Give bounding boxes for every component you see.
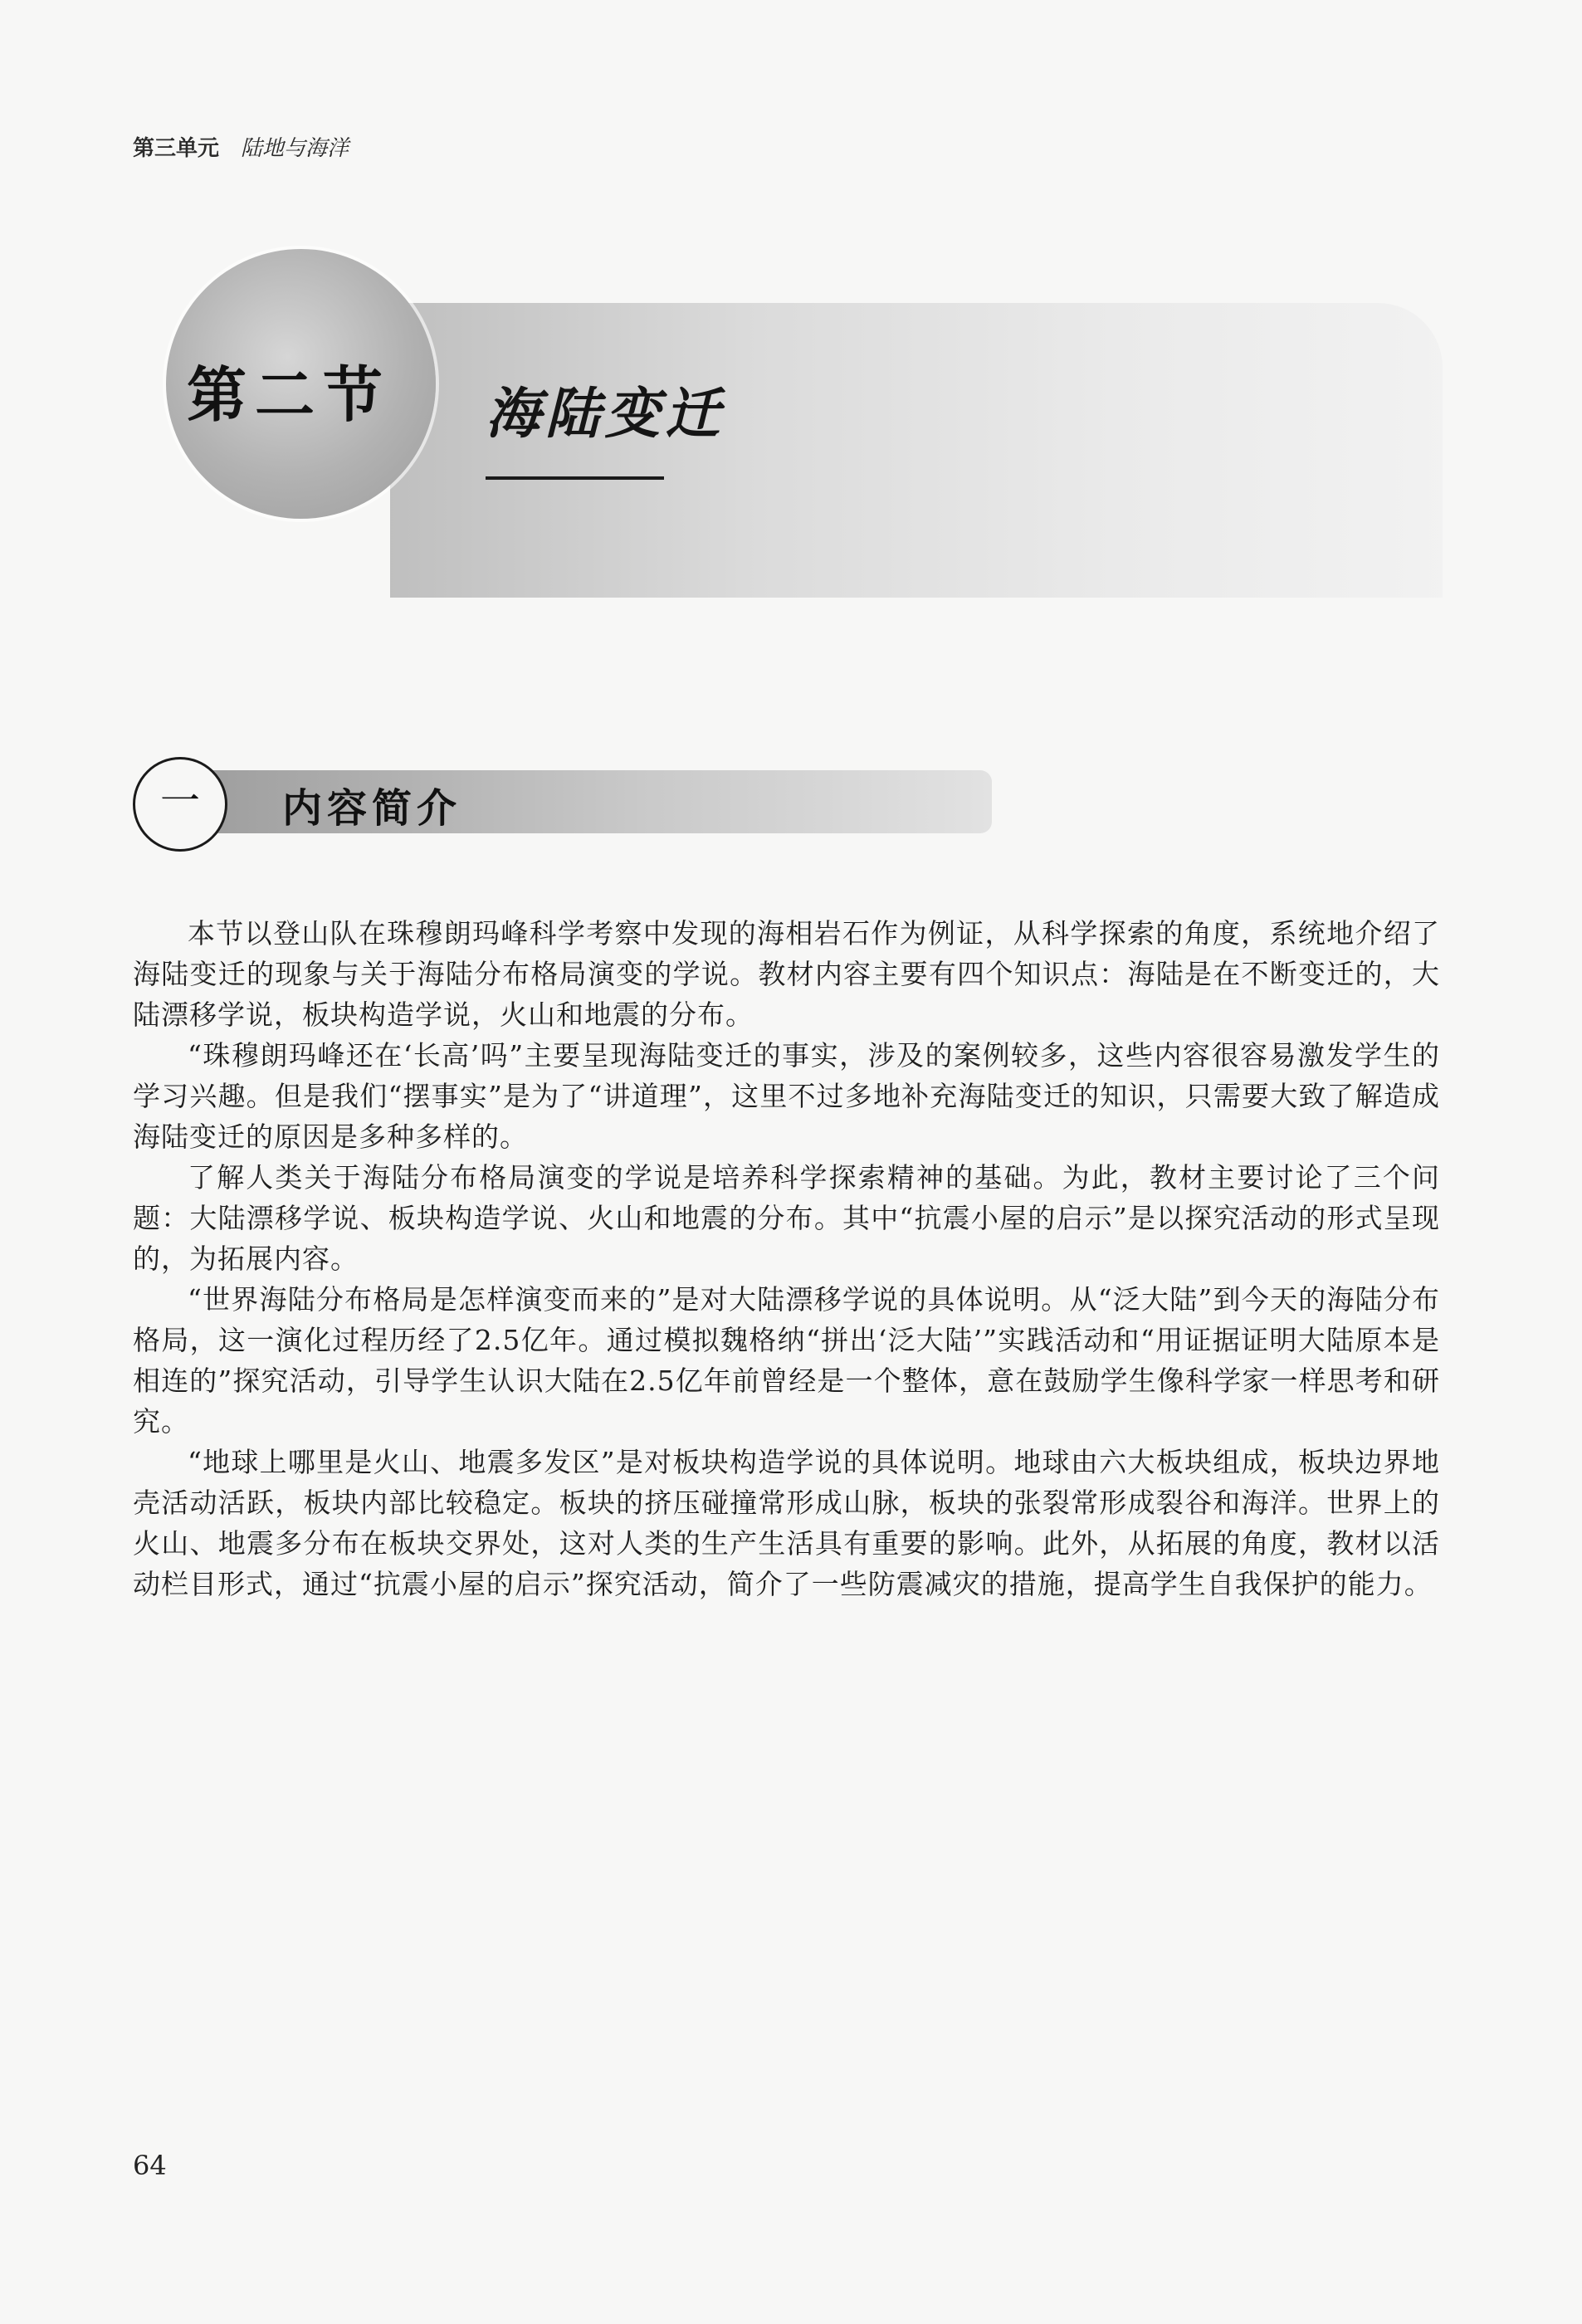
paragraph: “世界海陆分布格局是怎样演变而来的”是对大陆漂移学说的具体说明。从“泛大陆”到今天的海陆分布格局，这一演化过程历经了2.5亿年。通过模拟魏格纳“拼出‘泛大陆’”实践活动和“用证据证明大陆原本是相连的”探究活动，引导学生认识大陆在2.5亿年前曾经是一个整体，意在鼓励学生像科学家一样思考和研究。 xyxy=(133,1283,1440,1438)
unit-title: 陆地与海洋 xyxy=(241,136,349,161)
subsection-title: 内容简介 xyxy=(282,785,462,832)
paragraph: “珠穆朗玛峰还在‘长高’吗”主要呈现海陆变迁的事实，涉及的案例较多，这些内容很容易激发学生的学习兴趣。但是我们“摆事实”是为了“讲道理”，这里不过多地补充海陆变迁的知识，只需要大致了解造成海陆变迁的原因是多种多样的。 xyxy=(133,1039,1440,1153)
body-text xyxy=(133,913,1440,1604)
paragraph: 本节以登山队在珠穆朗玛峰科学考察中发现的海相岩石作为例证，从科学探索的角度，系统地介绍了海陆变迁的现象与关于海陆分布格局演变的学说。教材内容主要有四个知识点：海陆是在不断变迁的，大陆漂移学说，板块构造学说，火山和地震的分布。 xyxy=(133,917,1440,1031)
paragraph: “地球上哪里是火山、地震多发区”是对板块构造学说的具体说明。地球由六大板块组成，板块边界地壳活动活跃，板块内部比较稳定。板块的挤压碰撞常形成山脉，板块的张裂常形成裂谷和海洋。世界上的火山、地震多分布在板块交界处，这对人类的生产生活具有重要的影响。此外，从拓展的角度，教材以活动栏目形式，通过“抗震小屋的启示”探究活动，简介了一些防震减灾的措施，提高学生自我保护的能力。 xyxy=(133,1446,1440,1600)
subsection-numeral: 一 xyxy=(159,778,200,824)
page-number: 64 xyxy=(133,2150,167,2181)
unit-label: 第三单元 xyxy=(133,136,220,161)
title-underline xyxy=(486,476,664,480)
paragraph: 了解人类关于海陆分布格局演变的学说是培养科学探索精神的基础。为此，教材主要讨论了三个问题：大陆漂移学说、板块构造学说、火山和地震的分布。其中“抗震小屋的启示”是以探究活动的形式呈现的，为拓展内容。 xyxy=(133,1161,1440,1275)
section-number: 第二节 xyxy=(187,360,392,430)
section-title: 海陆变迁 xyxy=(486,382,725,446)
running-head xyxy=(133,131,349,162)
banner-bleedthrough-texture xyxy=(415,315,1428,581)
